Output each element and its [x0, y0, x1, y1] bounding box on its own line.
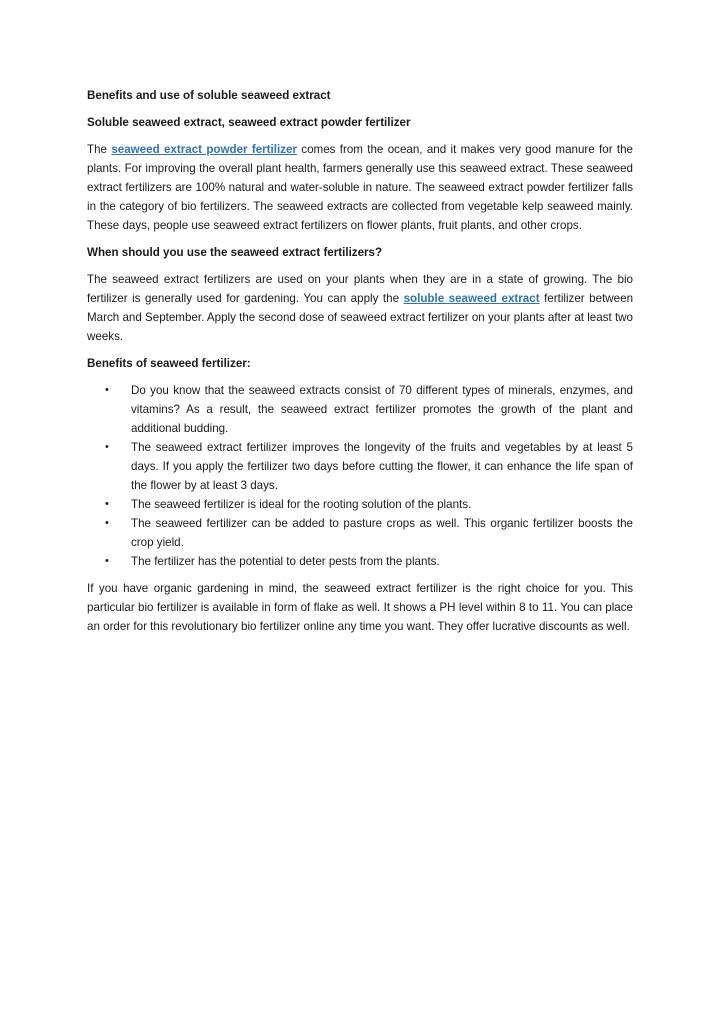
- document-title: Benefits and use of soluble seaweed extract: [87, 89, 331, 102]
- list-item-text: The seaweed fertilizer can be added to pasture crops as well. This organic fertilizer boosts the crop yield.: [131, 517, 633, 549]
- list-item: [105, 381, 633, 438]
- benefits-section-heading: Benefits of seaweed fertilizer:: [87, 357, 251, 370]
- benefits-list: [87, 381, 633, 571]
- when-paragraph: [87, 270, 633, 346]
- list-item-text: The seaweed fertilizer is ideal for the rooting solution of the plants.: [131, 498, 472, 511]
- list-item-text: The seaweed extract fertilizer improves the longevity of the fruits and vegetables by at least 5 days. If you apply the fertilizer two days before cutting the flower, it can enhance the life span of the flower by at least 3 days.: [131, 441, 633, 492]
- when-section-heading: When should you use the seaweed extract fertilizers?: [87, 246, 383, 259]
- list-item-text: Do you know that the seaweed extracts consist of 70 different types of minerals, enzymes, and vitamins? As a result, the seaweed extract fertilizer promotes the growth of the plant and additional budding.: [131, 384, 633, 435]
- bullet-icon: •: [105, 555, 109, 567]
- list-item: [105, 438, 633, 495]
- bullet-icon: •: [105, 384, 109, 396]
- when-text-before-link: The seaweed extract fertilizers are used on your plants when they are in a state of growing. The bio fertilizer is generally used for gardening. You can apply the: [87, 273, 633, 305]
- intro-paragraph: [87, 140, 633, 235]
- list-item: [105, 514, 633, 552]
- soluble-seaweed-extract-link[interactable]: soluble seaweed extract: [403, 292, 540, 305]
- when-text-after-link: fertilizer between March and September. Apply the second dose of seaweed extract fertilizer on your plants after at least two weeks.: [87, 292, 634, 343]
- intro-text-before-link: The: [87, 143, 112, 156]
- bullet-icon: •: [105, 498, 109, 510]
- bullet-icon: •: [105, 441, 109, 453]
- list-item: [105, 552, 633, 571]
- bullet-icon: •: [105, 517, 109, 529]
- list-item-text: The fertilizer has the potential to deter pests from the plants.: [131, 555, 440, 568]
- document-page: [87, 86, 633, 644]
- intro-text-after-link: comes from the ocean, and it makes very good manure for the plants. For improving the overall plant health, farmers generally use this seaweed extract. These seaweed extract fertilizers are 100% natural and water-soluble in nature. The seaweed extract powder fertilizer falls in the category of bio fertilizers. The seaweed extracts are collected from vegetable kelp seaweed mainly. These days, people use seaweed extract fertilizers on flower plants, fruit plants, and other crops.: [87, 143, 634, 232]
- seaweed-extract-powder-fertilizer-link[interactable]: seaweed extract powder fertilizer: [111, 143, 297, 156]
- list-item: [105, 495, 633, 514]
- document-subtitle: Soluble seaweed extract, seaweed extract powder fertilizer: [87, 116, 411, 129]
- closing-paragraph: If you have organic gardening in mind, the seaweed extract fertilizer is the right choice for you. This particular bio fertilizer is available in form of flake as well. It shows a PH level within 8 to 11. You can place an order for this revolutionary bio fertilizer online any time you want. They offer lucrative discounts as well.: [87, 582, 633, 633]
